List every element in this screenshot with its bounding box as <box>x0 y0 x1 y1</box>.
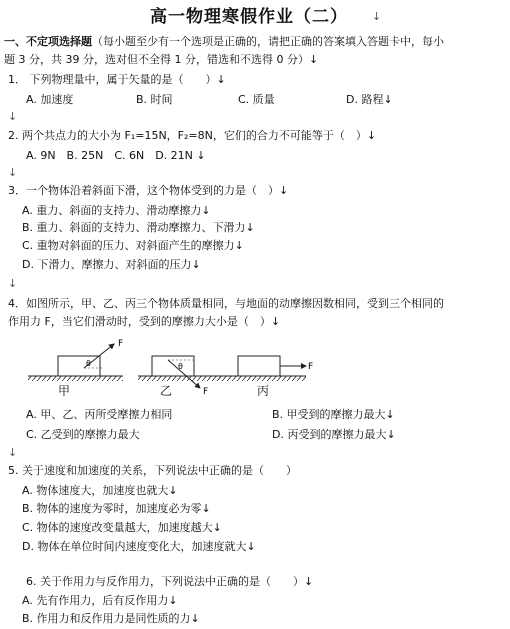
question-3-stem: 3．一个物体沿着斜面下滑，这个物体受到的力是（ ）↓ <box>8 184 289 197</box>
diagram-label-yi: 乙 <box>160 384 173 398</box>
force-label: F <box>118 339 124 349</box>
q3-option-d: D. 下滑力、摩擦力、对斜面的压力↓ <box>22 258 201 271</box>
q6-option-a: A. 先有作用力，后有反作用力↓ <box>22 594 178 607</box>
q1-option-c: C. 质量 <box>238 93 275 106</box>
q4-option-c: C. 乙受到的摩擦力最大 <box>26 428 140 441</box>
q5-option-c: C. 物体的速度改变量越大，加速度越大↓ <box>22 521 222 534</box>
question-5-stem: 5. 关于速度和加速度的关系，下列说法中正确的是（ ） <box>8 464 297 477</box>
q1-option-b: B. 时间 <box>136 93 173 106</box>
question-6-stem: 6. 关于作用力与反作用力，下列说法中正确的是（ ）↓ <box>26 575 314 588</box>
q4-force-diagram <box>28 338 348 400</box>
question-4-stem-line2: 作用力 F，当它们滑动时，受到的摩擦力大小是（ ）↓ <box>8 315 281 328</box>
diagram-label-bing: 丙 <box>257 384 270 398</box>
angle-label: θ <box>86 359 91 368</box>
section-instructions-line2: 题 3 分，共 39 分，选对但不全得 1 分，错选和不选得 0 分）↓ <box>4 53 319 66</box>
q4-option-b: B. 甲受到的摩擦力最大↓ <box>272 408 395 421</box>
question-4-stem-line1: 4．如图所示，甲、乙、丙三个物体质量相同，与地面的动摩擦因数相同，受到三个相同的 <box>8 297 444 310</box>
question-1-stem: 1． 下列物理量中，属于矢量的是（ ）↓ <box>8 73 226 86</box>
diagram-bing <box>216 356 313 381</box>
question-2-stem: 2. 两个共点力的大小为 F₁=15N，F₂=8N，它们的合力不可能等于（ ）↓ <box>8 129 377 142</box>
q2-options: A. 9N B. 25N C. 6N D. 21N ↓ <box>26 149 206 162</box>
angle-label: θ <box>178 362 183 371</box>
section-header <box>4 35 444 49</box>
diagram-label-jia: 甲 <box>58 384 71 398</box>
blank-line-mark: ↓ <box>8 277 18 290</box>
section-instructions-line1: （每小题至少有一个选项是正确的，请把正确的答案填入答题卡中，每小 <box>92 35 444 48</box>
blank-line-mark: ↓ <box>8 446 18 459</box>
blank-line-mark: ↓ <box>8 166 18 179</box>
q4-option-d: D. 丙受到的摩擦力最大↓ <box>272 428 396 441</box>
q6-option-b: B. 作用力和反作用力是同性质的力↓ <box>22 612 200 625</box>
force-label: F <box>203 387 209 397</box>
q5-option-b: B. 物体的速度为零时，加速度必为零↓ <box>22 502 211 515</box>
q5-option-a: A. 物体速度大，加速度也就大↓ <box>22 484 178 497</box>
diagram-jia <box>28 339 123 381</box>
blank-line-mark: ↓ <box>8 110 18 123</box>
q1-option-d: D. 路程↓ <box>346 93 393 106</box>
q5-option-d: D. 物体在单位时间内速度变化大，加速度就大↓ <box>22 540 256 553</box>
page-title: 高一物理寒假作业（二） <box>150 7 348 27</box>
diagram-yi <box>138 356 223 397</box>
q3-option-a: A. 重力、斜面的支持力、滑动摩擦力↓ <box>22 204 211 217</box>
q3-option-c: C. 重物对斜面的压力、对斜面产生的摩擦力↓ <box>22 239 244 252</box>
q1-option-a: A. 加速度 <box>26 93 74 106</box>
title-return-mark: ↓ <box>372 10 382 23</box>
q3-option-b: B. 重力、斜面的支持力、滑动摩擦力、下滑力↓ <box>22 221 255 234</box>
q4-option-a: A. 甲、乙、丙所受摩擦力相同 <box>26 408 173 421</box>
force-label: F <box>308 362 314 372</box>
section-heading: 一、不定项选择题 <box>4 35 92 48</box>
